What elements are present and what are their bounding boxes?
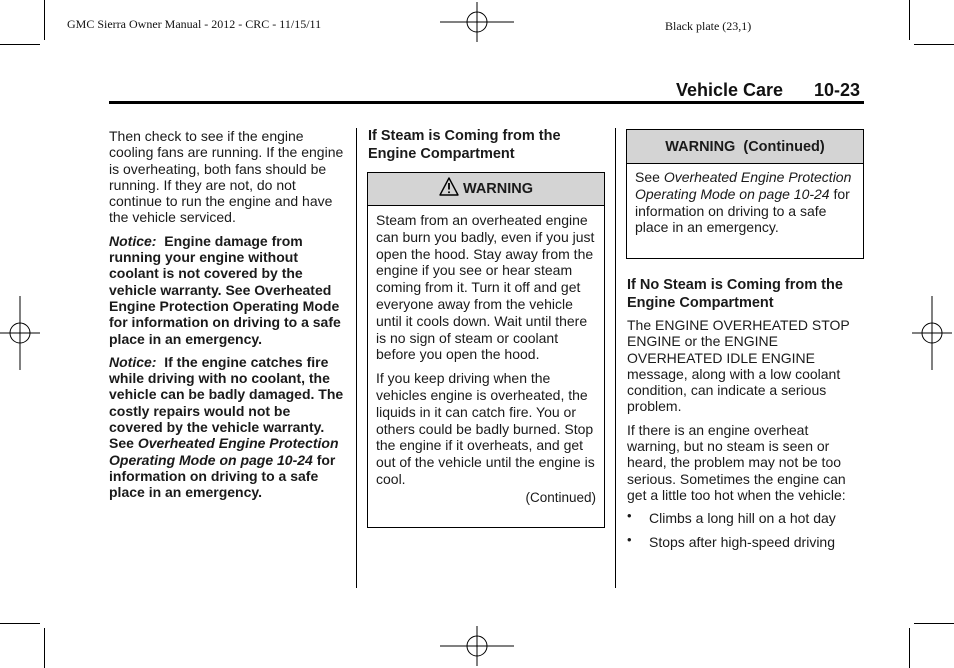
warning-text: See — [635, 169, 660, 185]
plate-number: Black plate (23,1) — [665, 19, 752, 33]
body-paragraph: If there is an engine overheat warning, but no steam is seen or heard, the problem may not be too serious. Sometimes the engine can get a little too hot when the vehicle: — [627, 421, 846, 503]
bullet-icon: • — [627, 531, 632, 547]
list-item-text: Stops after high-speed driving — [649, 533, 835, 550]
registration-mark-icon — [912, 296, 952, 370]
section-heading: If No Steam is Coming from the Engine Compartment — [627, 277, 843, 311]
warning-triangle-icon — [439, 177, 459, 196]
notice-label: Notice: — [109, 353, 157, 370]
crop-mark — [914, 44, 954, 45]
notice-text: If the engine catches fire while driving with no coolant, the vehicle can be badly damaged. The costly repairs would not be covered by the vehicle warranty. See — [109, 353, 344, 452]
column-1 — [109, 128, 344, 508]
body-paragraph: Then check to see if the engine cooling fans are running. If the engine is overheating, both fans should be running. If they are not, do not continue to run the engine and have the vehicle serviced. — [109, 128, 344, 226]
list-item-text: Climbs a long hill on a hot day — [649, 510, 836, 527]
column-2 — [368, 128, 604, 163]
warning-header: WARNING (Continued) — [627, 130, 863, 164]
column-divider — [615, 128, 616, 588]
crop-mark — [44, 0, 45, 40]
crop-mark — [909, 628, 910, 668]
crop-mark — [44, 628, 45, 668]
notice-text: Engine damage from running your engine without coolant is not covered by the vehicle warranty. See Overheated Engine Protection Operating Mode for information on driving to a safe place in an emergency. — [109, 232, 341, 347]
notice-paragraph — [109, 354, 344, 501]
crop-mark — [0, 44, 40, 45]
warning-body — [368, 206, 604, 507]
list-item — [627, 510, 862, 526]
crop-mark — [0, 623, 40, 624]
crop-mark — [914, 623, 954, 624]
bullet-icon: • — [627, 508, 632, 524]
warning-box — [367, 172, 605, 528]
crop-mark — [909, 0, 910, 40]
warning-paragraph — [635, 169, 855, 236]
section-title: Vehicle Care — [676, 80, 784, 100]
warning-header — [368, 173, 604, 206]
list-item — [627, 531, 862, 550]
registration-mark-icon — [0, 296, 40, 370]
registration-mark-icon — [440, 626, 514, 666]
warning-title: WARNING — [462, 181, 534, 197]
notice-text: for information on driving to a safe place in an emergency. — [109, 451, 336, 501]
warning-text: for information on driving to a safe place in an emergency. — [635, 185, 850, 236]
column-divider — [356, 128, 357, 588]
warning-paragraph: If you keep driving when the vehicles engine is overheated, the liquids in it can catch fire. You or others could be badly burned. Stop the engine if it overheats, and get out of the vehicle until the engine is cool. — [376, 370, 595, 487]
warning-paragraph: Steam from an overheated engine can burn you badly, even if you just open the hood. Stay away from the engine if you see or hear steam coming from it. Turn it off and get everyone away from the vehicle until it cools down. Wait until there is no sign of steam or coolant before you open the hood. — [376, 212, 595, 363]
notice-paragraph — [109, 233, 344, 347]
notice-label: Notice: — [109, 232, 157, 249]
header-rule — [109, 101, 864, 104]
registration-mark-icon — [440, 2, 514, 42]
warning-body — [627, 164, 863, 236]
plate-title: GMC Sierra Owner Manual - 2012 - CRC - 11/15/11 — [67, 17, 322, 31]
page-number: 10-23 — [814, 80, 861, 100]
warning-box-continued — [626, 129, 864, 259]
body-paragraph: The ENGINE OVERHEATED STOP ENGINE or the ENGINE OVERHEATED IDLE ENGINE message, along with a low coolant condition, can indicate a serious problem. — [627, 317, 850, 415]
column-3 — [627, 277, 862, 557]
continued-label: (Continued) — [525, 489, 596, 505]
section-heading: If Steam is Coming from the Engine Compartment — [368, 128, 561, 162]
cross-reference-link[interactable]: Overheated Engine Protection Operating Mode on page 10-24 — [109, 435, 339, 468]
cross-reference-link[interactable]: Overheated Engine Protection Operating Mode on page 10-24 — [635, 169, 852, 202]
